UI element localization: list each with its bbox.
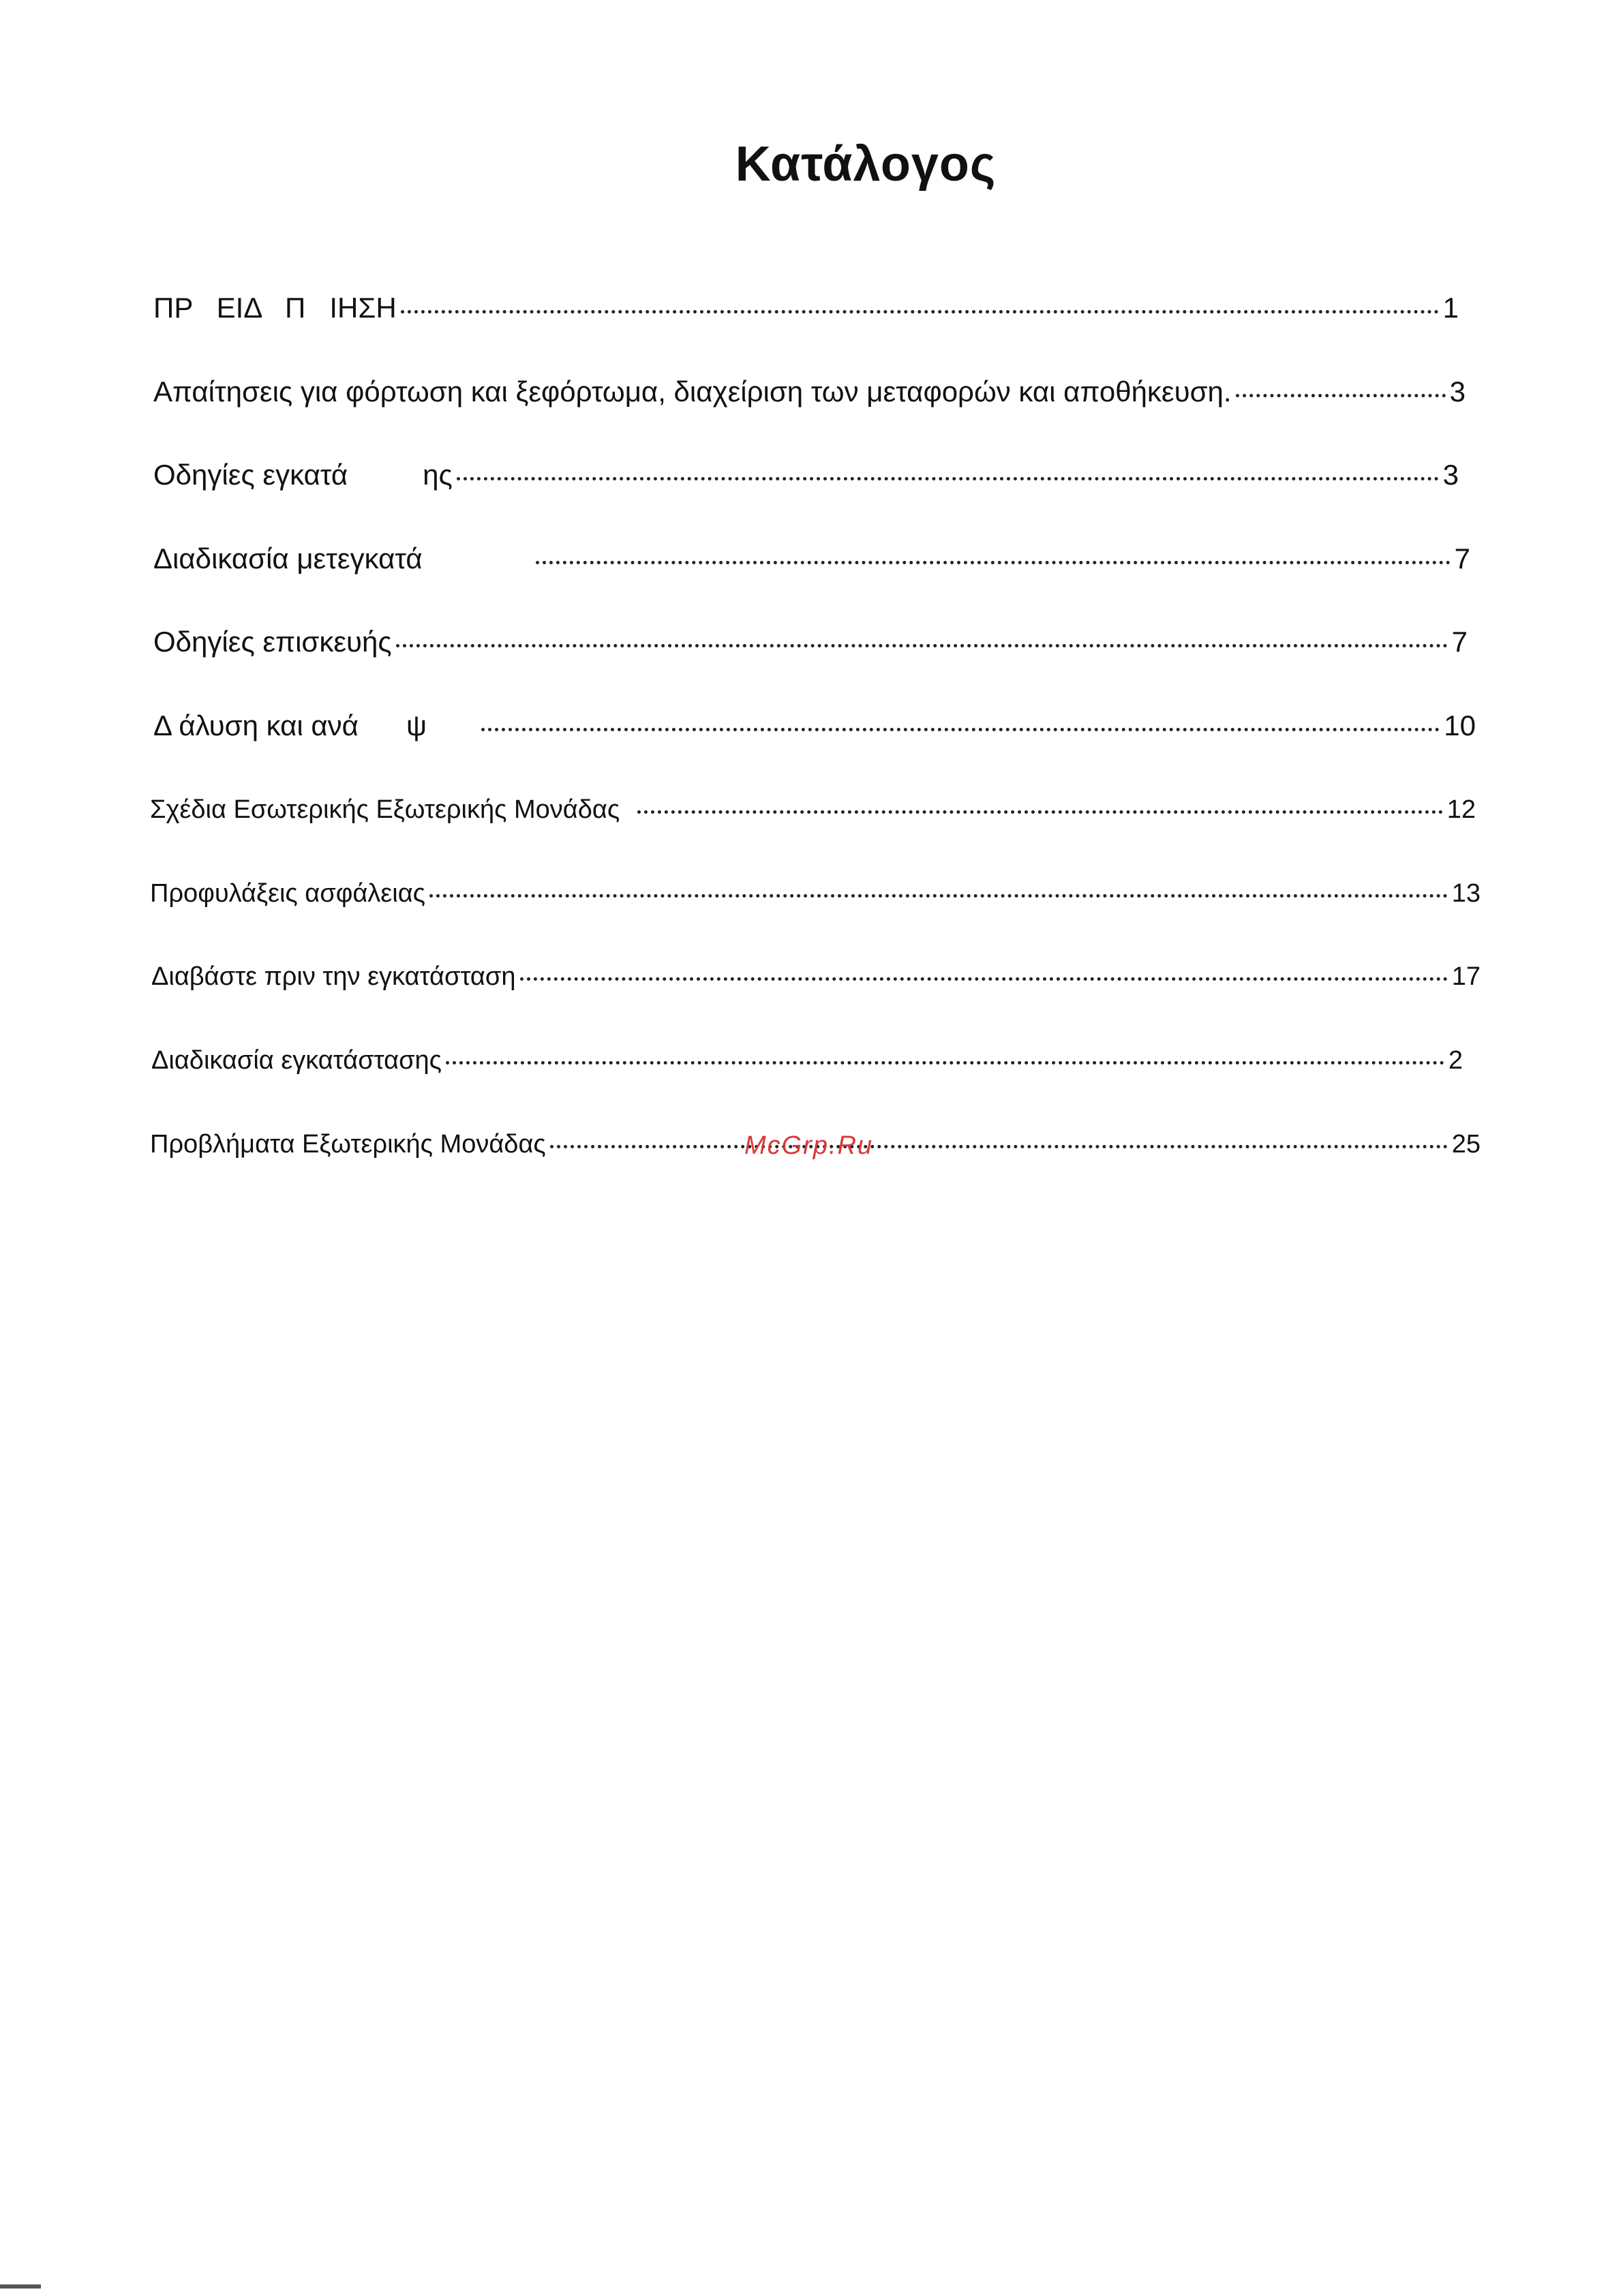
- toc-leader-dots: [457, 477, 1439, 480]
- toc-leader-dots: [481, 728, 1440, 731]
- toc-entry-label: [153, 459, 453, 491]
- toc-entry-label: Προβλήματα Εξωτερικής Μονάδας: [150, 1130, 546, 1159]
- page-title: Κατάλογος: [735, 137, 997, 192]
- toc-entry-label: Σχέδια Εσωτερικής Εξωτερικής Μονάδας: [150, 795, 620, 824]
- toc-page-number: 3: [1442, 459, 1459, 491]
- toc-entry: [151, 962, 1481, 992]
- toc-page-number: 7: [1454, 542, 1470, 575]
- toc-leader-dots: [1236, 394, 1446, 397]
- toc-leader-dots: [429, 894, 1448, 898]
- toc-leader-dots: [396, 644, 1448, 647]
- toc-entry-label-part: ψ: [406, 709, 427, 741]
- toc-entry-label: ΠΡ ΕΙΔ Π ΙΗΣΗ: [153, 292, 397, 324]
- watermark-text: McGrp.Ru: [744, 1131, 874, 1160]
- toc-entry-label-part: Οδηγίες εγκατά: [153, 459, 348, 491]
- toc-entry: [151, 1046, 1463, 1075]
- toc-page-number: 3: [1449, 376, 1466, 408]
- toc-page-number: 1: [1442, 292, 1459, 324]
- toc-entry: [153, 376, 1466, 408]
- toc-page-number: 12: [1446, 795, 1476, 824]
- toc-entry-label-part: Δ άλυση και ανά: [153, 709, 359, 741]
- toc-leader-dots: [637, 810, 1443, 814]
- toc-leader-dots: [550, 1145, 1448, 1148]
- toc-leader-dots: [401, 310, 1439, 313]
- toc-page-number: 13: [1451, 879, 1481, 908]
- page-edge-mark: [0, 2284, 41, 2289]
- toc-page-number: 10: [1444, 709, 1476, 741]
- toc-entry-label: Προφυλάξεις ασφάλειας: [150, 879, 425, 908]
- toc-leader-dots: [446, 1061, 1444, 1065]
- toc-entry: [150, 795, 1476, 825]
- toc-page-number: 7: [1451, 626, 1468, 658]
- toc-leader-dots: [536, 561, 1451, 564]
- toc-entry: [153, 542, 1470, 575]
- toc-entry: [153, 292, 1459, 324]
- toc-leader-dots: [520, 977, 1448, 981]
- toc-entry: [153, 459, 1459, 491]
- toc-entry-label: Οδηγίες επισκευής: [153, 626, 392, 658]
- toc-entry-label: Διαβάστε πριν την εγκατάσταση: [151, 962, 516, 991]
- toc-entry: [153, 709, 1476, 742]
- toc-entry-label: Απαίτησεις για φόρτωση και ξεφόρτωμα, διαχείριση των μεταφορών και αποθήκευση.: [153, 376, 1232, 408]
- toc-page-number: 2: [1448, 1046, 1463, 1075]
- toc-entry-label: Διαδικασία μετεγκατά: [153, 542, 423, 575]
- toc-entry: [153, 626, 1468, 658]
- toc-entry: [150, 879, 1481, 908]
- toc-entry-label-part: ης: [423, 459, 453, 491]
- toc-page-number: 17: [1451, 962, 1481, 991]
- toc-page-number: 25: [1451, 1130, 1481, 1159]
- toc-entry-label: Διαδικασία εγκατάστασης: [151, 1046, 442, 1075]
- toc-entry-label: [153, 709, 427, 742]
